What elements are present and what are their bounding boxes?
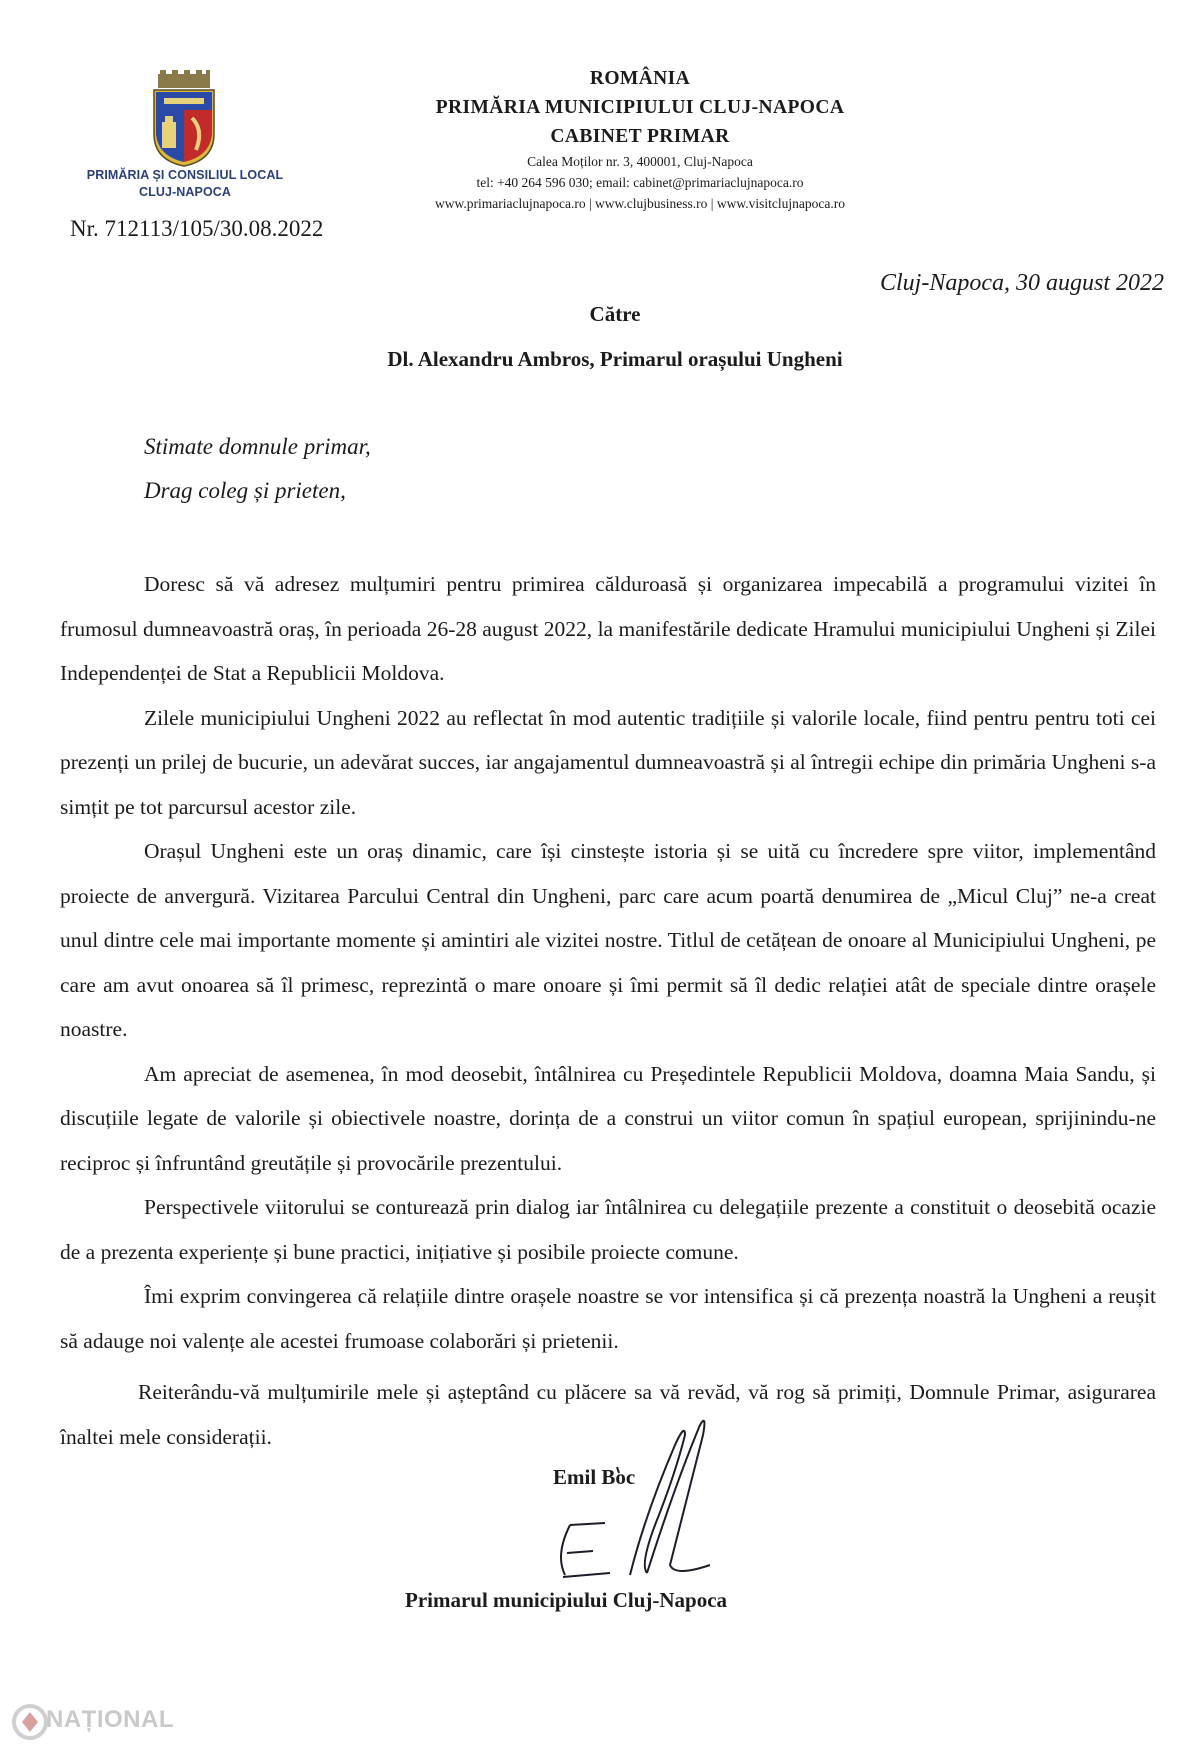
letterhead-institution: PRIMĂRIA MUNICIPIULUI CLUJ-NAPOCA [435, 97, 845, 118]
letterhead [390, 64, 890, 214]
watermark-text: NAȚIONAL [46, 1706, 174, 1733]
body-paragraph: Perspectivele viitorului se conturează prin dialog iar întâlnirea cu delegațiile prezente a constituit o deosebită ocazie de a prezenta experiențe și bune practici, inițiative și posibile proiecte comune. [60, 1195, 1156, 1264]
salutation-line-2: Drag coleg și prieten, [144, 478, 346, 503]
letterhead-websites: www.primariaclujnapoca.ro | www.clujbusiness.ro | www.visitclujnapoca.ro [435, 196, 845, 211]
crest-caption-line1: PRIMĂRIA ȘI CONSILIUL LOCAL [86, 168, 284, 182]
crest-caption [70, 167, 300, 201]
addressee: Dl. Alexandru Ambros, Primarul orașului Ungheni [387, 347, 843, 371]
body-paragraph: Am apreciat de asemenea, în mod deosebit, întâlnirea cu Președintele Republicii Moldova, doamna Maia Sandu, și discuțiile legate de valorile și obiectivele noastre, dorința de a construi un viitor comun în spațiul european, sprijinindu-ne reciproc și înfruntând greutățile și provocările prezentului. [60, 1061, 1156, 1175]
letterhead-department: CABINET PRIMAR [550, 126, 730, 147]
body-paragraph: Îmi exprim convingerea că relațiile dintre orașele noastre se vor intensifica și că prezența noastră la Ungheni a reușit să adauge noi valențe ale acestei frumoase colaborări și prietenii. [60, 1284, 1156, 1353]
reference-number: Nr. 712113/105/30.08.2022 [70, 216, 324, 241]
letterhead-contact: tel: +40 264 596 030; email: cabinet@primariaclujnapoca.ro [476, 175, 804, 190]
to-label: Către [589, 302, 641, 326]
body-paragraph: Zilele municipiului Ungheni 2022 au reflectat în mod autentic tradițiile și valorile locale, fiind pentru pentru toti cei prezenți un prilej de bucurie, un adevărat succes, iar angajamentul dumneavoastră și al întregii echipe din primăria Ungheni s-a simțit pe tot parcursul acestor zile. [60, 705, 1156, 819]
coat-of-arms-icon [148, 70, 220, 168]
handwritten-signature-icon [535, 1405, 735, 1605]
body-paragraph: Doresc să vă adresez mulțumiri pentru primirea călduroasă și organizarea impecabilă a programului vizitei în frumosul dumneavoastră oraș, în perioada 26-28 august 2022, la manifestările dedicate Hramului municipiului Ungheni și Zilei Independenței de Stat a Republicii Moldova. [60, 572, 1156, 685]
salutation-line-1: Stimate domnule primar, [144, 434, 371, 459]
crest-caption-line2: CLUJ-NAPOCA [138, 185, 232, 199]
closing-paragraph: Reiterându-vă mulțumirile mele și așteptând cu plăcere sa vă revăd, vă rog să primiți, Domnule Primar, asigurarea înaltei mele considerații. [60, 1380, 1156, 1449]
letterhead-country: ROMÂNIA [589, 68, 691, 89]
place-date: Cluj-Napoca, 30 august 2022 [879, 270, 1164, 296]
signatory-title: Primarul municipiului Cluj-Napoca [405, 1588, 728, 1612]
body-paragraph: Orașul Ungheni este un oraș dinamic, care își cinstește istoria și se uită cu încredere spre viitor, implementând proiecte de anvergură. Vizitarea Parcului Central din Ungheni, parc care acum poartă denumirea de „Micul Cluj” ne-a creat unul dintre cele mai importante momente și amintiri ale vizitei nostre. Titlul de cetățean de onoare al Municipiului Ungheni, pe care am avut onoarea să îl primesc, reprezintă o mare onoare și îmi permit să îl dedic relației atât de speciale dintre orașele noastre. [60, 839, 1156, 1041]
letterhead-address: Calea Moților nr. 3, 400001, Cluj-Napoca [527, 154, 753, 169]
signatory-name: Emil Boc [553, 1465, 636, 1489]
letter-body [60, 562, 1156, 1363]
